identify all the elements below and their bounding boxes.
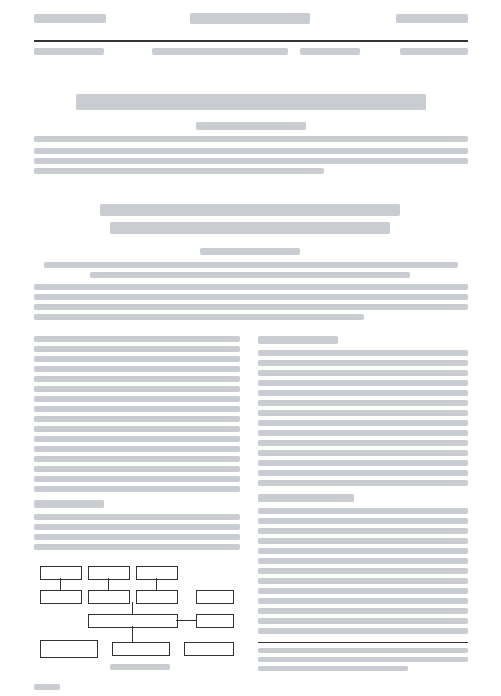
page-number-placeholder <box>34 684 60 690</box>
